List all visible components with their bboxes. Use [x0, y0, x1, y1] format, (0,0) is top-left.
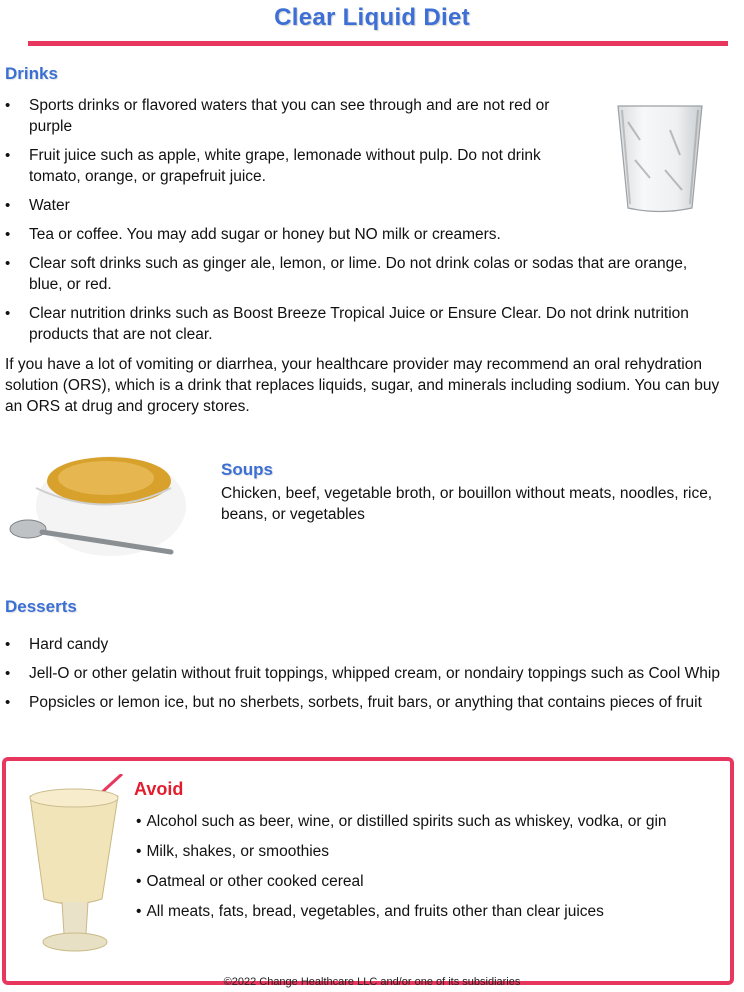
list-item: • Jell-O or other gelatin without fruit toppings, whipped cream, or nondairy toppings such as Cool Whip — [5, 663, 730, 684]
bullet-icon: • — [136, 873, 142, 890]
list-item: • Fruit juice such as apple, white grape, lemonade without pulp. Do not drink tomato, orange, or grapefruit juice. — [5, 145, 569, 187]
ors-note: If you have a lot of vomiting or diarrhea, your healthcare provider may recommend an oral rehydration solution (ORS), which is a drink that replaces liquids, sugar, and minerals including sodium. You can buy an ORS at drug and grocery stores. — [5, 356, 720, 415]
copyright-footer: ©2022 Change Healthcare LLC and/or one of its subsidiaries — [223, 976, 521, 988]
avoid-item-text: Alcohol such as beer, wine, or distilled spirits such as whiskey, vodka, or gin — [146, 813, 667, 830]
bullet-icon: • — [136, 843, 142, 860]
list-item: • Water — [5, 195, 715, 216]
avoid-item-text: Milk, shakes, or smoothies — [146, 843, 330, 860]
water-glass-image — [610, 100, 710, 218]
avoid-heading: Avoid — [134, 779, 184, 799]
list-item — [136, 841, 667, 862]
drinks-heading: Drinks — [5, 64, 58, 83]
avoid-item-text: All meats, fats, bread, vegetables, and fruits other than clear juices — [146, 903, 604, 920]
list-item: • Popsicles or lemon ice, but no sherbets, sorbets, fruit bars, or anything that contains pieces of fruit — [5, 692, 730, 713]
list-item — [136, 901, 667, 922]
bullet-icon: • — [136, 903, 142, 920]
desserts-list — [5, 634, 730, 721]
soups-heading: Soups — [221, 460, 273, 479]
list-item: • Clear soft drinks such as ginger ale, lemon, or lime. Do not drink colas or sodas that are orange, blue, or red. — [5, 253, 715, 295]
broth-bowl-image — [6, 436, 191, 566]
milkshake-image — [22, 774, 132, 964]
soups-text: Chicken, beef, vegetable broth, or bouillon without meats, noodles, rice, beans, or vegetables — [221, 485, 713, 523]
page-title: Clear Liquid Diet — [274, 4, 470, 31]
avoid-item-text: Oatmeal or other cooked cereal — [146, 873, 364, 890]
list-item: • Sports drinks or flavored waters that you can see through and are not red or purple — [5, 95, 569, 137]
avoid-list — [136, 811, 667, 931]
list-item: • Clear nutrition drinks such as Boost Breeze Tropical Juice or Ensure Clear. Do not drink nutrition products that are not clear. — [5, 303, 715, 345]
drinks-list — [5, 95, 715, 353]
list-item — [136, 871, 667, 892]
bullet-icon: • — [136, 813, 142, 830]
desserts-heading: Desserts — [5, 597, 77, 616]
list-item — [136, 811, 667, 832]
list-item: • Hard candy — [5, 634, 730, 655]
list-item: • Tea or coffee. You may add sugar or honey but NO milk or creamers. — [5, 224, 715, 245]
title-divider — [28, 41, 728, 46]
